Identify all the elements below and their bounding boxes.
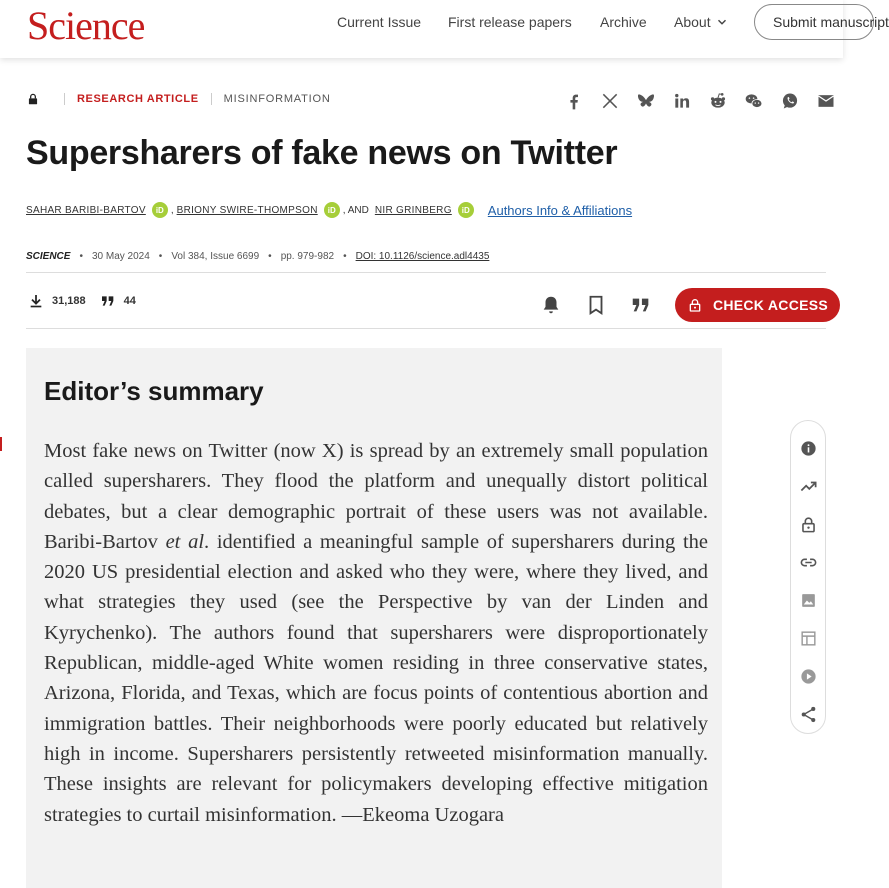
nav-about-label: About [674, 14, 711, 30]
summary-text: Most fake news on Twitter (now X) is spread by an extremely small population called supersharers. They flood the platform and unequally distort political debates, but a clear demographic portrait of these users was not available. Baribi-Bartov et al. identified a meaningful sample of supersharers during the 2020 US presidential election and asked who they were, where they lived, and what strategies they used (see the Perspective by van der Linden and Kyrychenko). The authors found that supersharers were disproportionately Republican, middle-aged White women residing in three conservative states, Arizona, Florida, and Texas, which are focus points of contentious abortion and immigration battles. Their neighborhoods were poorly educated but relatively high in income. Supersharers persistently retweeted misinformation manually. These insights are relevant for policymakers developing effective mitigation strategies to curtail misinformation. —Ekeoma Uzogara [44, 440, 708, 826]
reddit-icon[interactable] [700, 89, 736, 113]
author-link[interactable]: SAHAR BARIBI-BARTOV [26, 204, 146, 216]
orcid-icon[interactable]: iD [458, 202, 474, 218]
bookmark-button[interactable] [573, 292, 618, 318]
nav-archive[interactable]: Archive [600, 14, 647, 30]
authors-affiliations-link[interactable]: Authors Info & Affiliations [487, 202, 633, 218]
section-marker [0, 437, 2, 451]
editors-summary [26, 348, 722, 888]
publication-date: 30 May 2024 [91, 251, 150, 262]
share-toolbar [556, 89, 844, 113]
site-header [0, 0, 889, 58]
table-icon[interactable] [790, 619, 826, 657]
author-separator: , AND [342, 204, 369, 216]
article-topic[interactable]: MISINFORMATION [223, 93, 331, 105]
x-icon[interactable] [592, 89, 628, 113]
doi-link[interactable]: DOI: 10.1126/science.adl4435 [355, 251, 490, 262]
bell-icon [540, 294, 562, 316]
author-link[interactable]: BRIONY SWIRE-THOMPSON [176, 204, 318, 216]
lock-icon [26, 92, 40, 106]
share-icon[interactable] [790, 695, 826, 733]
article-meta-row [26, 92, 331, 106]
submit-manuscript-button[interactable]: Submit manuscript [754, 4, 874, 40]
citations-metric[interactable] [100, 293, 136, 309]
downloads-metric[interactable] [28, 293, 86, 309]
linkedin-icon[interactable] [664, 89, 700, 113]
side-tools-rail [790, 420, 826, 734]
cite-button[interactable] [618, 292, 663, 318]
quote-icon [630, 294, 652, 316]
page-range: pp. 979-982 [280, 251, 335, 262]
info-icon[interactable] [790, 429, 826, 467]
facebook-icon[interactable] [556, 89, 592, 113]
lock-icon [687, 297, 703, 313]
quote-icon [100, 293, 116, 309]
check-access-button[interactable] [675, 288, 840, 322]
divider [64, 93, 65, 105]
science-logo[interactable]: Science [27, 3, 145, 48]
divider [211, 93, 212, 105]
email-icon[interactable] [808, 89, 844, 113]
image-icon[interactable] [790, 581, 826, 619]
bluesky-icon[interactable] [628, 89, 664, 113]
publication-info: SCIENCE • 30 May 2024 • Vol 384, Issue 6699 • pp. 979-982 • DOI: 10.1126/science.adl4435 [26, 251, 490, 262]
nav-current-issue[interactable]: Current Issue [337, 14, 422, 30]
journal-name[interactable]: SCIENCE [26, 251, 71, 262]
citations-count: 44 [123, 295, 136, 307]
volume-issue[interactable]: Vol 384, Issue 6699 [171, 251, 260, 262]
bookmark-icon [585, 294, 607, 316]
chevron-down-icon [715, 15, 729, 29]
downloads-count: 31,188 [52, 295, 86, 307]
author-link[interactable]: NIR GRINBERG [374, 204, 452, 216]
link-icon[interactable] [790, 543, 826, 581]
lock-icon[interactable] [790, 505, 826, 543]
check-access-label: CHECK ACCESS [712, 297, 829, 313]
nav-about[interactable] [674, 14, 729, 30]
play-icon[interactable] [790, 657, 826, 695]
article-metrics [28, 293, 150, 309]
author-list [26, 202, 632, 218]
article-actions [528, 288, 840, 322]
whatsapp-icon[interactable] [772, 89, 808, 113]
wechat-icon[interactable] [736, 89, 772, 113]
author-separator: , [170, 204, 174, 216]
download-icon [28, 293, 44, 309]
divider [26, 328, 826, 329]
orcid-icon[interactable]: iD [152, 202, 168, 218]
article-type[interactable]: RESEARCH ARTICLE [77, 93, 199, 105]
trending-icon[interactable] [790, 467, 826, 505]
alert-button[interactable] [528, 292, 573, 318]
nav-first-release[interactable]: First release papers [448, 14, 572, 30]
orcid-icon[interactable]: iD [324, 202, 340, 218]
summary-heading: Editor’s summary [44, 376, 264, 406]
divider [26, 272, 826, 273]
article-title: Supersharers of fake news on Twitter [26, 134, 618, 172]
